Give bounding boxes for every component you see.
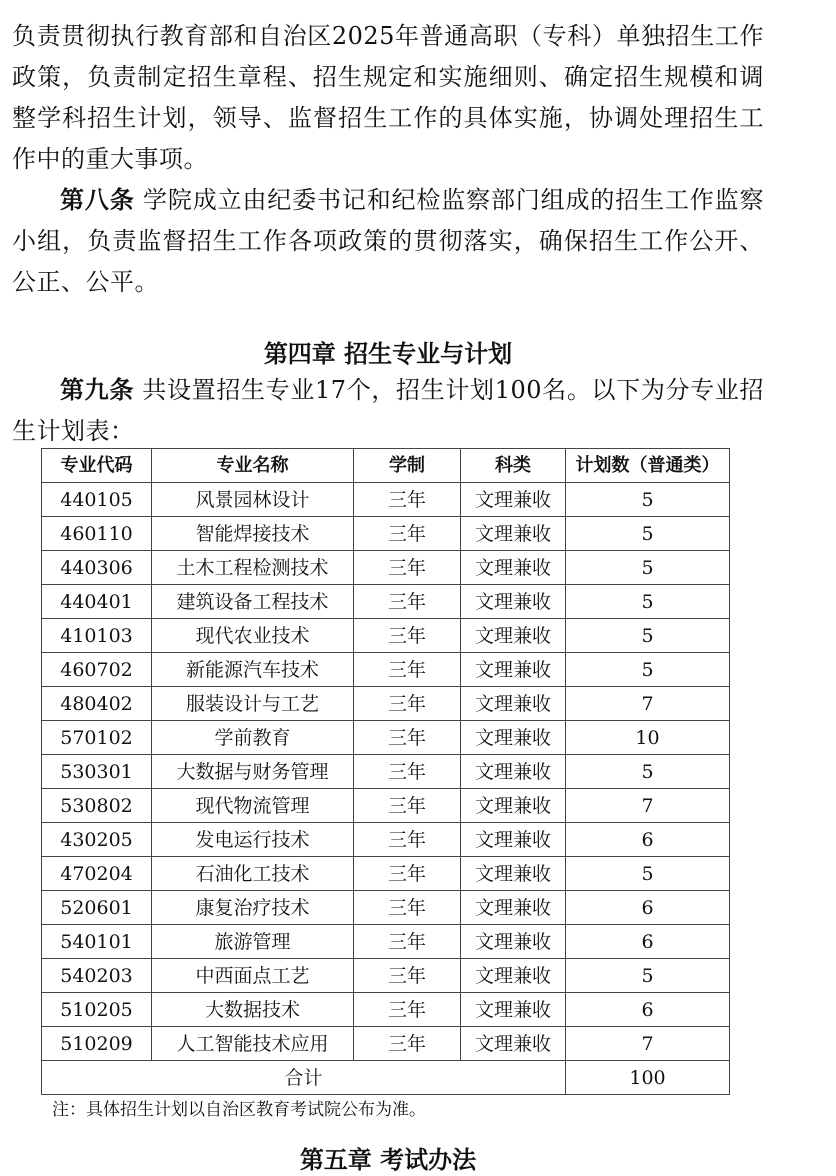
cell-code: 460110 bbox=[42, 517, 152, 551]
table-row bbox=[42, 857, 730, 891]
cell-code: 440401 bbox=[42, 585, 152, 619]
cell-duration: 三年 bbox=[354, 585, 461, 619]
cell-plan-count: 6 bbox=[566, 891, 730, 925]
cell-category: 文理兼收 bbox=[461, 857, 566, 891]
cell-category: 文理兼收 bbox=[461, 891, 566, 925]
cell-code: 440306 bbox=[42, 551, 152, 585]
table-row bbox=[42, 585, 730, 619]
article-8-text: 学院成立由纪委书记和纪检监察部门组成的招生工作监察小组，负责监督招生工作各项政策的贯彻落实，确保招生工作公开、公正、公平。 bbox=[12, 186, 764, 296]
cell-duration: 三年 bbox=[354, 993, 461, 1027]
header-plan-count: 计划数（普通类） bbox=[566, 449, 730, 483]
cell-code: 570102 bbox=[42, 721, 152, 755]
cell-plan-count: 10 bbox=[566, 721, 730, 755]
article-8-lead: 第八条 bbox=[60, 186, 135, 214]
header-category: 科类 bbox=[461, 449, 566, 483]
cell-major-name: 现代物流管理 bbox=[152, 789, 354, 823]
chapter-4-title: 第四章 招生专业与计划 bbox=[263, 340, 513, 368]
cell-category: 文理兼收 bbox=[461, 517, 566, 551]
cell-code: 470204 bbox=[42, 857, 152, 891]
table-row bbox=[42, 959, 730, 993]
article-8 bbox=[12, 180, 764, 303]
cell-major-name: 服装设计与工艺 bbox=[152, 687, 354, 721]
cell-code: 520601 bbox=[42, 891, 152, 925]
cell-code: 540203 bbox=[42, 959, 152, 993]
article-9-lead: 第九条 bbox=[60, 376, 135, 404]
cell-duration: 三年 bbox=[354, 1027, 461, 1061]
article-9-text: 共设置招生专业17个，招生计划100名。以下为分专业招生计划表： bbox=[12, 376, 765, 445]
cell-code: 530301 bbox=[42, 755, 152, 789]
cell-duration: 三年 bbox=[354, 483, 461, 517]
cell-plan-count: 5 bbox=[566, 653, 730, 687]
cell-plan-count: 6 bbox=[566, 993, 730, 1027]
cell-category: 文理兼收 bbox=[461, 823, 566, 857]
cell-major-name: 旅游管理 bbox=[152, 925, 354, 959]
cell-plan-count: 5 bbox=[566, 517, 730, 551]
cell-duration: 三年 bbox=[354, 925, 461, 959]
cell-major-name: 现代农业技术 bbox=[152, 619, 354, 653]
cell-category: 文理兼收 bbox=[461, 993, 566, 1027]
table-row bbox=[42, 755, 730, 789]
cell-category: 文理兼收 bbox=[461, 925, 566, 959]
article-9 bbox=[12, 370, 764, 452]
cell-duration: 三年 bbox=[354, 823, 461, 857]
cell-duration: 三年 bbox=[354, 857, 461, 891]
table-row bbox=[42, 891, 730, 925]
cell-duration: 三年 bbox=[354, 653, 461, 687]
cell-major-name: 风景园林设计 bbox=[152, 483, 354, 517]
cell-plan-count: 5 bbox=[566, 857, 730, 891]
total-value: 100 bbox=[566, 1061, 730, 1095]
cell-plan-count: 5 bbox=[566, 551, 730, 585]
cell-major-name: 建筑设备工程技术 bbox=[152, 585, 354, 619]
cell-category: 文理兼收 bbox=[461, 789, 566, 823]
header-code: 专业代码 bbox=[42, 449, 152, 483]
cell-plan-count: 7 bbox=[566, 1027, 730, 1061]
table-row bbox=[42, 619, 730, 653]
cell-major-name: 石油化工技术 bbox=[152, 857, 354, 891]
table-row bbox=[42, 517, 730, 551]
cell-plan-count: 7 bbox=[566, 789, 730, 823]
cell-plan-count: 5 bbox=[566, 755, 730, 789]
cell-category: 文理兼收 bbox=[461, 483, 566, 517]
cell-category: 文理兼收 bbox=[461, 653, 566, 687]
cell-plan-count: 6 bbox=[566, 925, 730, 959]
total-label: 合计 bbox=[42, 1061, 566, 1095]
table-header-row bbox=[42, 449, 730, 483]
table-row bbox=[42, 925, 730, 959]
cell-category: 文理兼收 bbox=[461, 551, 566, 585]
table-row bbox=[42, 993, 730, 1027]
cell-code: 430205 bbox=[42, 823, 152, 857]
table-row bbox=[42, 687, 730, 721]
table-row bbox=[42, 551, 730, 585]
cell-category: 文理兼收 bbox=[461, 585, 566, 619]
cell-code: 540101 bbox=[42, 925, 152, 959]
cell-category: 文理兼收 bbox=[461, 755, 566, 789]
cell-major-name: 智能焊接技术 bbox=[152, 517, 354, 551]
cell-major-name: 学前教育 bbox=[152, 721, 354, 755]
cell-duration: 三年 bbox=[354, 959, 461, 993]
cell-major-name: 康复治疗技术 bbox=[152, 891, 354, 925]
cell-duration: 三年 bbox=[354, 551, 461, 585]
header-duration: 学制 bbox=[354, 449, 461, 483]
table-row bbox=[42, 789, 730, 823]
cell-plan-count: 6 bbox=[566, 823, 730, 857]
cell-plan-count: 7 bbox=[566, 687, 730, 721]
cell-major-name: 大数据与财务管理 bbox=[152, 755, 354, 789]
cell-category: 文理兼收 bbox=[461, 1027, 566, 1061]
cell-code: 510209 bbox=[42, 1027, 152, 1061]
cell-plan-count: 5 bbox=[566, 483, 730, 517]
cell-major-name: 新能源汽车技术 bbox=[152, 653, 354, 687]
enrollment-plan-table bbox=[41, 448, 730, 1095]
table-row bbox=[42, 1027, 730, 1061]
table-row bbox=[42, 483, 730, 517]
cell-code: 460702 bbox=[42, 653, 152, 687]
cell-plan-count: 5 bbox=[566, 959, 730, 993]
cell-category: 文理兼收 bbox=[461, 721, 566, 755]
table-note: 注：具体招生计划以自治区教育考试院公布为准。 bbox=[52, 1100, 426, 1120]
header-major-name: 专业名称 bbox=[152, 449, 354, 483]
cell-duration: 三年 bbox=[354, 891, 461, 925]
cell-code: 510205 bbox=[42, 993, 152, 1027]
cell-duration: 三年 bbox=[354, 789, 461, 823]
cell-category: 文理兼收 bbox=[461, 687, 566, 721]
cell-duration: 三年 bbox=[354, 517, 461, 551]
table-total-row bbox=[42, 1061, 730, 1095]
cell-duration: 三年 bbox=[354, 721, 461, 755]
cell-code: 410103 bbox=[42, 619, 152, 653]
cell-major-name: 人工智能技术应用 bbox=[152, 1027, 354, 1061]
cell-plan-count: 5 bbox=[566, 585, 730, 619]
cell-category: 文理兼收 bbox=[461, 959, 566, 993]
cell-major-name: 发电运行技术 bbox=[152, 823, 354, 857]
cell-duration: 三年 bbox=[354, 619, 461, 653]
cell-duration: 三年 bbox=[354, 687, 461, 721]
cell-duration: 三年 bbox=[354, 755, 461, 789]
cell-code: 530802 bbox=[42, 789, 152, 823]
cell-category: 文理兼收 bbox=[461, 619, 566, 653]
cell-code: 480402 bbox=[42, 687, 152, 721]
table-row bbox=[42, 653, 730, 687]
cell-major-name: 中西面点工艺 bbox=[152, 959, 354, 993]
cell-code: 440105 bbox=[42, 483, 152, 517]
table-row bbox=[42, 823, 730, 857]
cell-major-name: 大数据技术 bbox=[152, 993, 354, 1027]
chapter-5-title: 第五章 考试办法 bbox=[299, 1146, 477, 1174]
intro-paragraph: 负责贯彻执行教育部和自治区2025年普通高职（专科）单独招生工作政策，负责制定招生章程、招生规定和实施细则、确定招生规模和调整学科招生计划，领导、监督招生工作的具体实施，协调处理招生工作中的重大事项。 bbox=[12, 22, 764, 173]
cell-major-name: 土木工程检测技术 bbox=[152, 551, 354, 585]
table-row bbox=[42, 721, 730, 755]
cell-plan-count: 5 bbox=[566, 619, 730, 653]
